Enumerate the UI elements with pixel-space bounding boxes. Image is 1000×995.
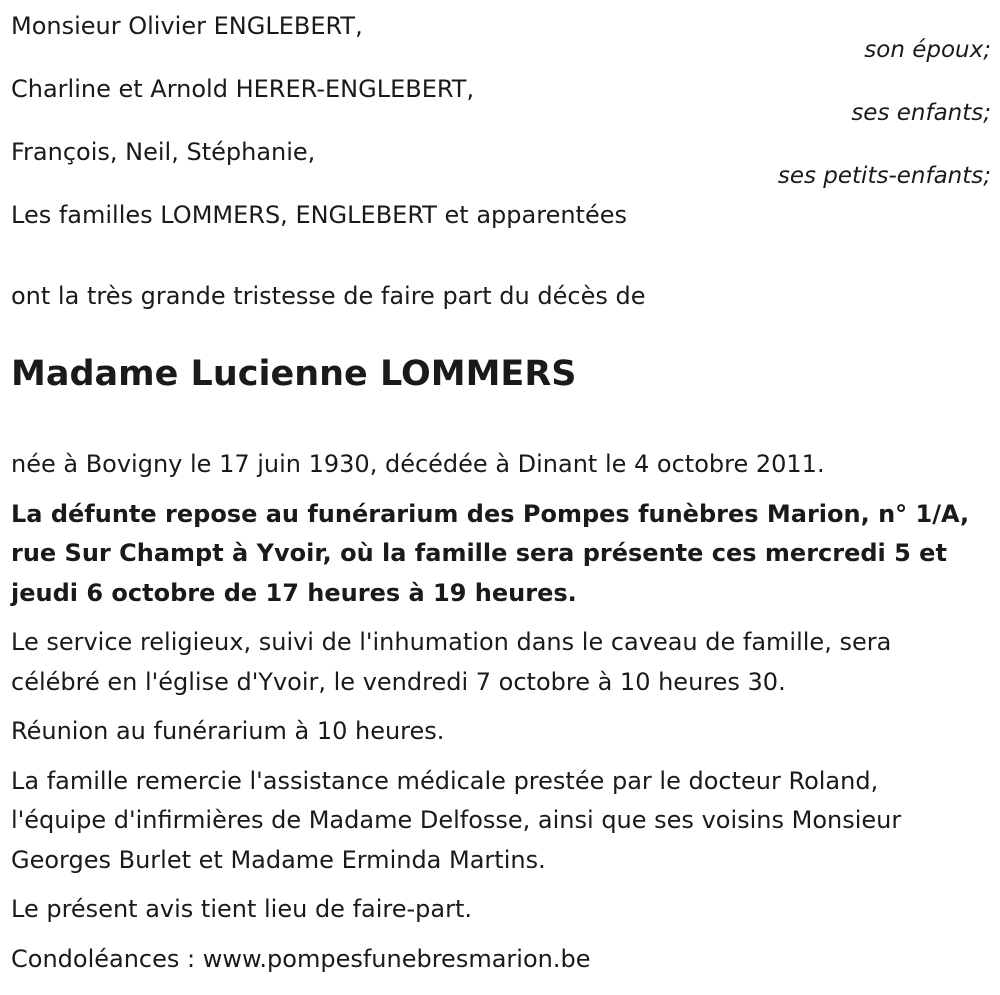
meeting-info: Réunion au funérarium à 10 heures. [11,717,445,745]
notice-body [11,445,996,989]
thanks-line: La famille remercie l'assistance médicale prestée par le docteur Roland, [11,766,879,795]
rest-location-line: rue Sur Champt à Yvoir, où la famille sera présente ces mercredi 5 et [11,539,947,567]
family-member-name: Monsieur Olivier ENGLEBERT, [11,12,363,40]
deceased-name: Madame Lucienne LOMMERS [11,354,577,394]
service-line: célébré en l'église d'Yvoir, le vendredi 7 octobre à 10 heures 30. [11,667,786,696]
thanks-line: Georges Burlet et Madame Erminda Martins. [11,845,546,874]
family-member-name: François, Neil, Stéphanie, [11,138,316,166]
thanks-line: l'équipe d'infirmières de Madame Delfosse, ainsi que ses voisins Monsieur [11,806,902,834]
rest-location-line: La défunte repose au funérarium des Pompes funèbres Marion, n° 1/A, [11,499,970,528]
condolences-line: Condoléances : www.pompesfunebresmarion.be [11,944,591,973]
family-member-name: Charline et Arnold HERER-ENGLEBERT, [11,75,475,103]
rest-location-line: jeudi 6 octobre de 17 heures à 19 heures. [11,578,577,607]
notice-statement: Le présent avis tient lieu de faire-part. [11,895,473,923]
family-member-role: son époux; [864,37,991,63]
rest-location-paragraph [11,495,996,614]
family-member-role: ses enfants; [851,100,991,126]
birth-death-info: née à Bovigny le 17 juin 1930, décédée à Dinant le 4 octobre 2011. [11,450,825,478]
family-member-name: Les familles LOMMERS, ENGLEBERT et apparentées [11,201,627,229]
service-line: Le service religieux, suivi de l'inhumation dans le caveau de famille, sera [11,628,892,656]
service-paragraph [11,623,996,702]
announcement-intro: ont la très grande tristesse de faire part du décès de [11,282,646,310]
family-member-role: ses petits-enfants; [777,163,991,189]
thanks-paragraph [11,762,996,881]
